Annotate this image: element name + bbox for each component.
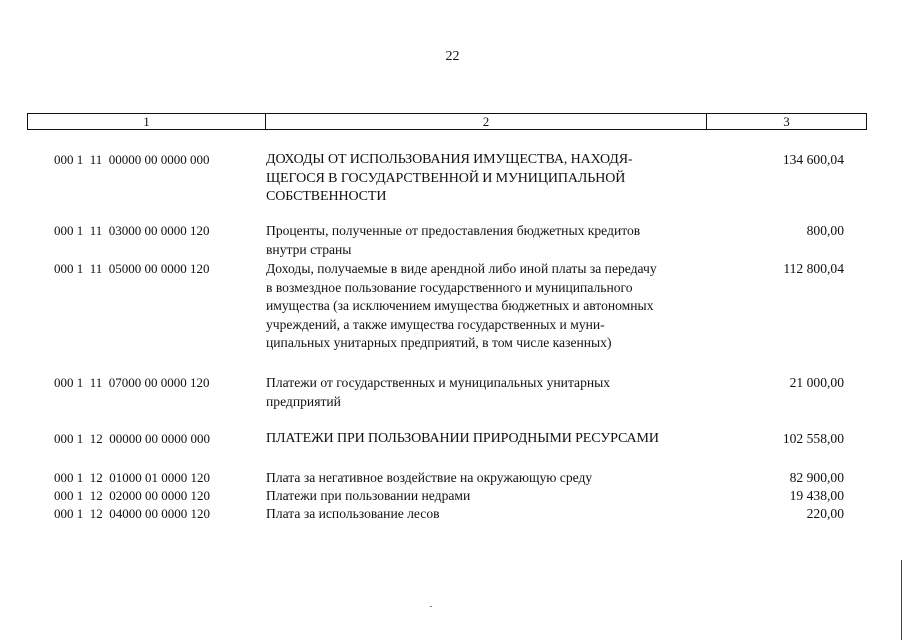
header-col-3: 3	[706, 114, 866, 129]
page-number: 22	[445, 49, 460, 64]
row-amount: 82 900,00	[789, 470, 844, 485]
row-name: Плата за негативное воздействие на окружающую среду	[266, 470, 593, 485]
row-name: Платежи при пользовании недрами	[266, 488, 471, 503]
table-header	[27, 113, 867, 130]
row-code: 000 1 11 07000 00 0000 120	[54, 375, 210, 390]
row-amount: 19 438,00	[789, 488, 844, 503]
row-amount: 134 600,04	[782, 152, 844, 167]
row-amount: 112 800,04	[783, 261, 844, 276]
row-code: 000 1 11 00000 00 0000 000	[54, 152, 210, 167]
row-amount: 220,00	[806, 506, 844, 521]
row-name: ДОХОДЫ ОТ ИСПОЛЬЗОВАНИЯ ИМУЩЕСТВА, НАХОДЯ- ЩЕГОСЯ В ГОСУДАРСТВЕННОЙ И МУНИЦИПАЛЬНОЙ СОБСТВЕННОСТИ	[266, 152, 633, 204]
row-name: Проценты, полученные от предоставления бюджетных кредитов внутри страны	[266, 223, 641, 257]
row-code: 000 1 12 04000 00 0000 120	[54, 506, 210, 521]
scan-speck	[430, 606, 432, 607]
scan-edge	[901, 560, 905, 640]
row-code: 000 1 12 00000 00 0000 000	[54, 431, 210, 446]
row-amount: 102 558,00	[782, 431, 844, 446]
row-name: Доходы, получаемые в виде арендной либо иной платы за передачу в возмездное пользование государственного и муниципального имущества (за исключением имущества бюджетных и автономных учреждений, а также имущества государственных и муни- ципальных унитарных предприятий, в том числе казенных)	[266, 261, 657, 350]
row-name: Плата за использование лесов	[266, 506, 440, 521]
row-amount: 800,00	[806, 223, 844, 238]
row-name: Платежи от государственных и муниципальных унитарных предприятий	[266, 375, 611, 409]
row-code: 000 1 11 03000 00 0000 120	[54, 223, 210, 238]
header-col-2: 2	[265, 114, 706, 129]
row-name: ПЛАТЕЖИ ПРИ ПОЛЬЗОВАНИИ ПРИРОДНЫМИ РЕСУРСАМИ	[266, 431, 659, 446]
row-code: 000 1 11 05000 00 0000 120	[54, 261, 210, 276]
row-amount: 21 000,00	[789, 375, 844, 390]
row-code: 000 1 12 02000 00 0000 120	[54, 488, 210, 503]
row-code: 000 1 12 01000 01 0000 120	[54, 470, 210, 485]
header-col-1: 1	[143, 114, 150, 129]
